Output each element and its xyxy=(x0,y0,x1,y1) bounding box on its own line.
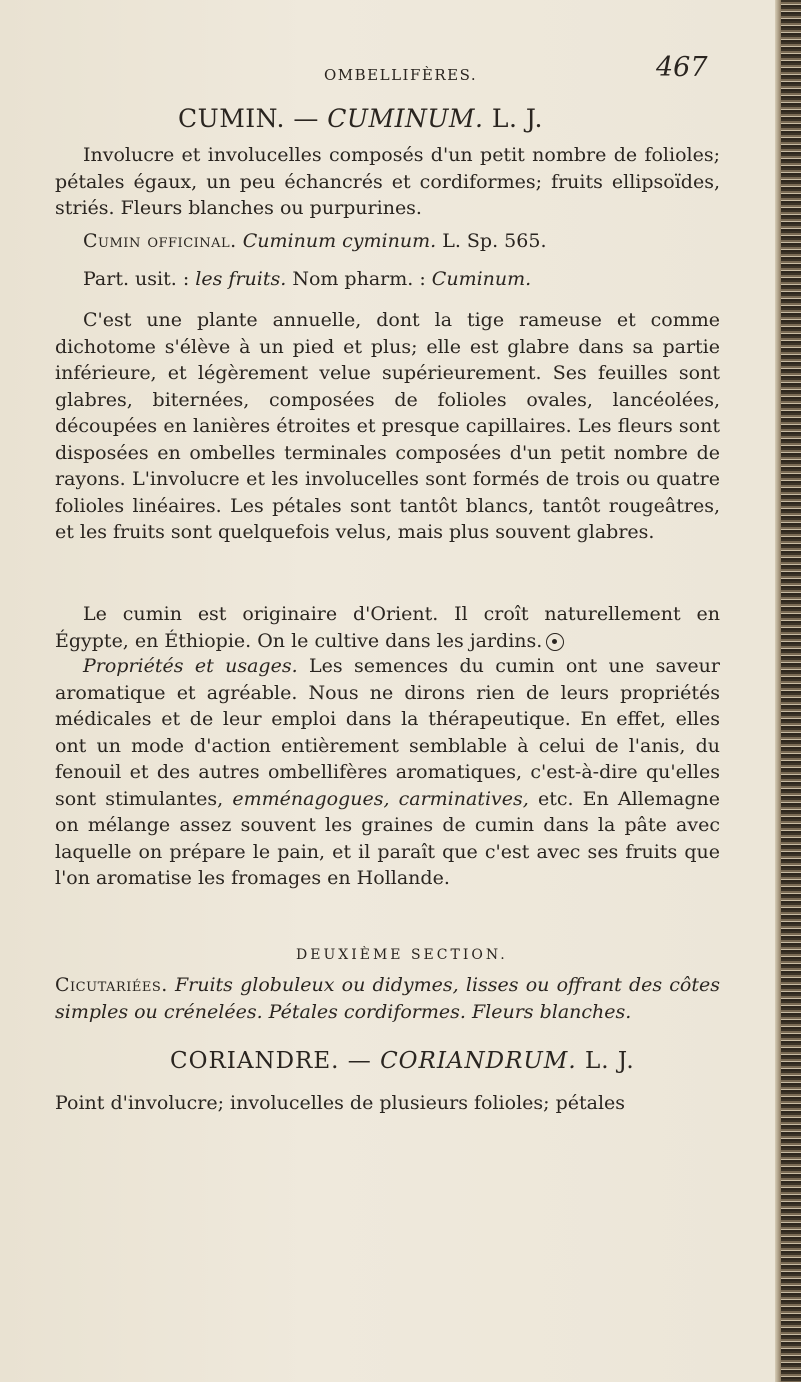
section-description: Cicutariées. Fruits globuleux ou didymes, lisses ou offrant des côtes simples ou crénelées. Pétales cordiformes. Fleurs blanches. xyxy=(55,974,720,1023)
section-title: DEUXIÈME SECTION. xyxy=(296,947,508,963)
book-binding-edge xyxy=(775,0,801,1382)
genus-latin: CUMINUM. xyxy=(327,104,484,133)
part-used-line: Part. usit. : les fruits. Nom pharm. : Cuminum. xyxy=(83,268,532,290)
page-number: 467 xyxy=(656,52,708,83)
section-label: Cicutariées. xyxy=(55,974,168,996)
genus-description: Involucre et involucelles composés d'un petit nombre de folioles; pétales égaux, un peu échancrés et cordiformes; fruits ellipsoïdes, striés. Fleurs blanches ou purpurines. xyxy=(55,144,720,219)
species-name: Cumin officinal. xyxy=(83,230,237,252)
running-title: OMBELLIFÈRES. xyxy=(324,66,478,84)
genus-heading xyxy=(178,104,543,133)
plant-description: C'est une plante annuelle, dont la tige rameuse et comme dichotome s'élève à un pied et plus; elle est glabre dans sa partie inférieure, et légèrement velue supérieurement. Ses feuilles sont glabres, biternées, composées de folioles ovales, lancéolées, découpées en lanières étroites et presque capillaires. Les fleurs sont disposées en ombelles terminales composées d'un petit nombre de rayons. L'involucre et les involucelles sont formés de trois ou quatre folioles linéaires. Les pétales sont tantôt blancs, tantôt rougeâtres, et les fruits sont quelquefois velus, mais plus souvent glabres. xyxy=(55,309,720,543)
genus2-heading: CORIANDRE. — CORIANDRUM. L. J. xyxy=(170,1048,635,1074)
genus-author: L. J. xyxy=(491,104,543,133)
properties-paragraph: Propriétés et usages. Les semences du cumin ont une saveur aromatique et agréable. Nous ne dirons rien de leurs propriétés médicales et de leur emploi dans la thérapeutique. En effet, elles ont un mode d'action entièrement semblable à celui de l'anis, du fenouil et des autres ombellifères aromatiques, c'est-à-dire qu'elles sont stimulantes, emménagogues, carminatives, etc. En Allemagne on mélange assez souvent les graines de cumin dans la pâte avec laquelle on prépare le pain, et il paraît que c'est avec ses fruits que l'on aromatise les fromages en Hollande. xyxy=(55,655,720,889)
species-latin: Cuminum cyminum. xyxy=(242,230,437,252)
species-line xyxy=(55,228,720,255)
origin-paragraph: Le cumin est originaire d'Orient. Il croît naturellement en Égypte, en Éthiopie. On le cultive dans les jardins. xyxy=(55,603,720,652)
species-ref: L. Sp. 565. xyxy=(442,230,547,252)
genus2-description: Point d'involucre; involucelles de plusieurs folioles; pétales xyxy=(55,1092,626,1114)
properties-label: Propriétés et usages. xyxy=(83,655,298,677)
genus-french: CUMIN. — xyxy=(178,104,319,133)
circle-mark-icon xyxy=(546,633,564,651)
